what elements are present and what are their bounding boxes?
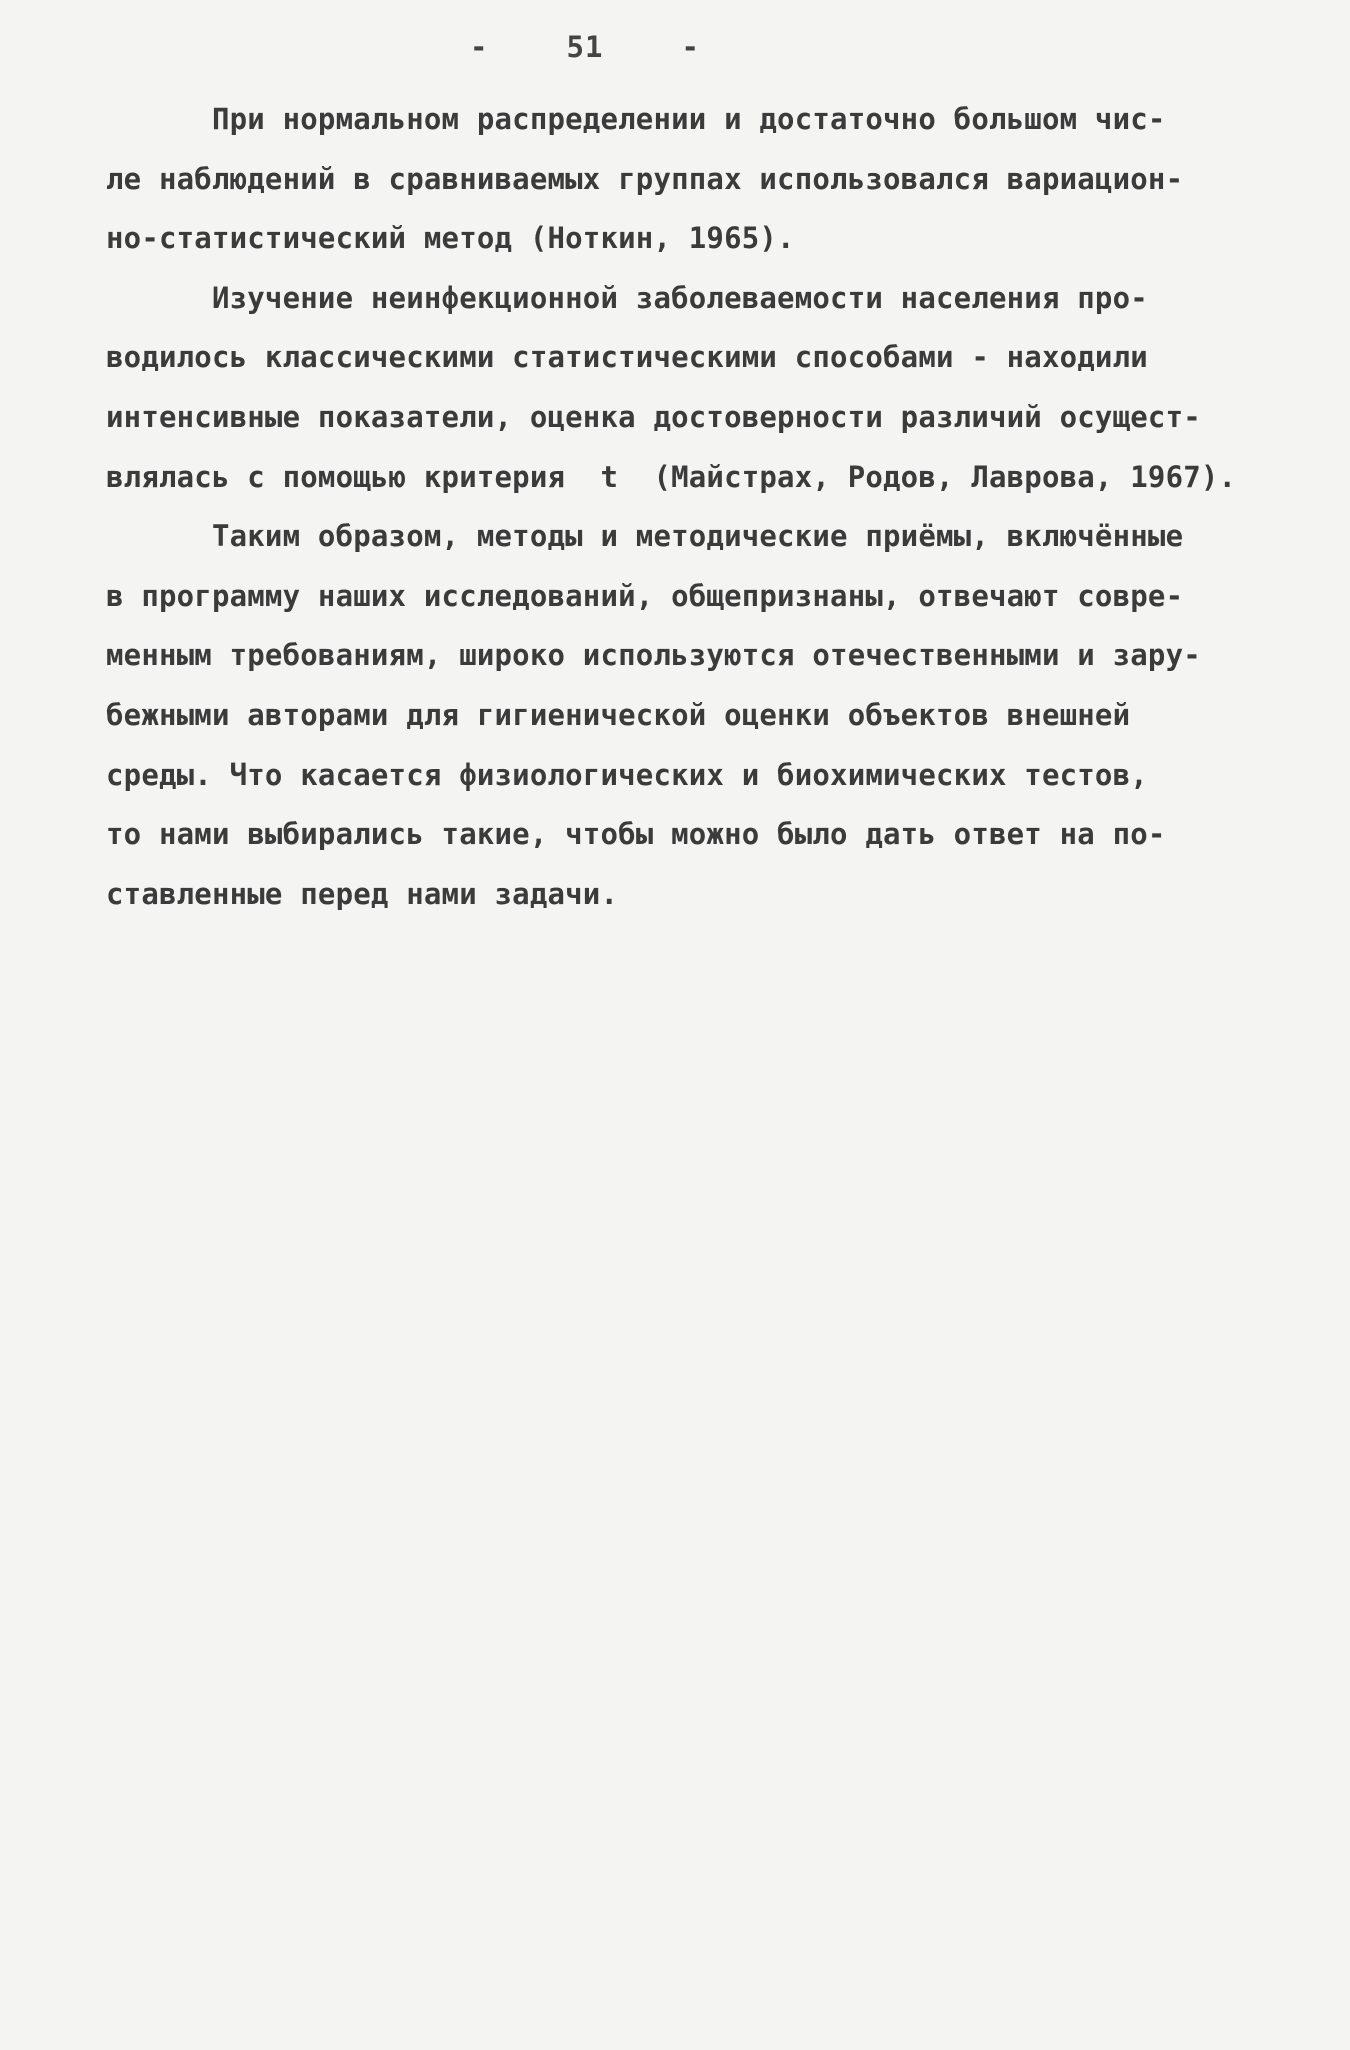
- text-line: в программу наших исследований, общепризнаны, отвечают совре-: [106, 578, 1184, 613]
- text-line: При нормальном распределении и достаточно большом чис-: [106, 102, 1166, 136]
- text-line: влялась с помощью критерия t (Майстрах, Родов, Лаврова, 1967).: [106, 459, 1237, 494]
- text-line: Изучение неинфекционной заболеваемости населения про-: [106, 280, 1148, 315]
- page-number-dash-left: -: [470, 30, 489, 64]
- text-line: то нами выбирались такие, чтобы можно было дать ответ на по-: [106, 817, 1166, 852]
- page-number: [470, 30, 700, 64]
- text-line: среды. Что касается физиологических и биохимических тестов,: [106, 757, 1148, 792]
- text-line: водилось классическими статистическими способами - находили: [106, 340, 1148, 375]
- text-line: но-статистический метод (Ноткин, 1965).: [106, 221, 795, 256]
- text-line: Таким образом, методы и методические приёмы, включённые: [106, 519, 1184, 554]
- text-line: бежными авторами для гигиенической оценки объектов внешней: [106, 697, 1131, 732]
- text-line: ставленные перед нами задачи.: [106, 876, 619, 911]
- page-number-dash-right: -: [681, 30, 700, 64]
- text-line: менным требованиям, широко используются отечественными и зару-: [106, 638, 1201, 673]
- text-line: интенсивные показатели, оценка достоверности различий осущест-: [106, 399, 1201, 434]
- body-text: [106, 90, 1256, 924]
- text-line: ле наблюдений в сравниваемых группах использовался вариацион-: [106, 161, 1184, 196]
- page-number-value: 51: [566, 30, 604, 64]
